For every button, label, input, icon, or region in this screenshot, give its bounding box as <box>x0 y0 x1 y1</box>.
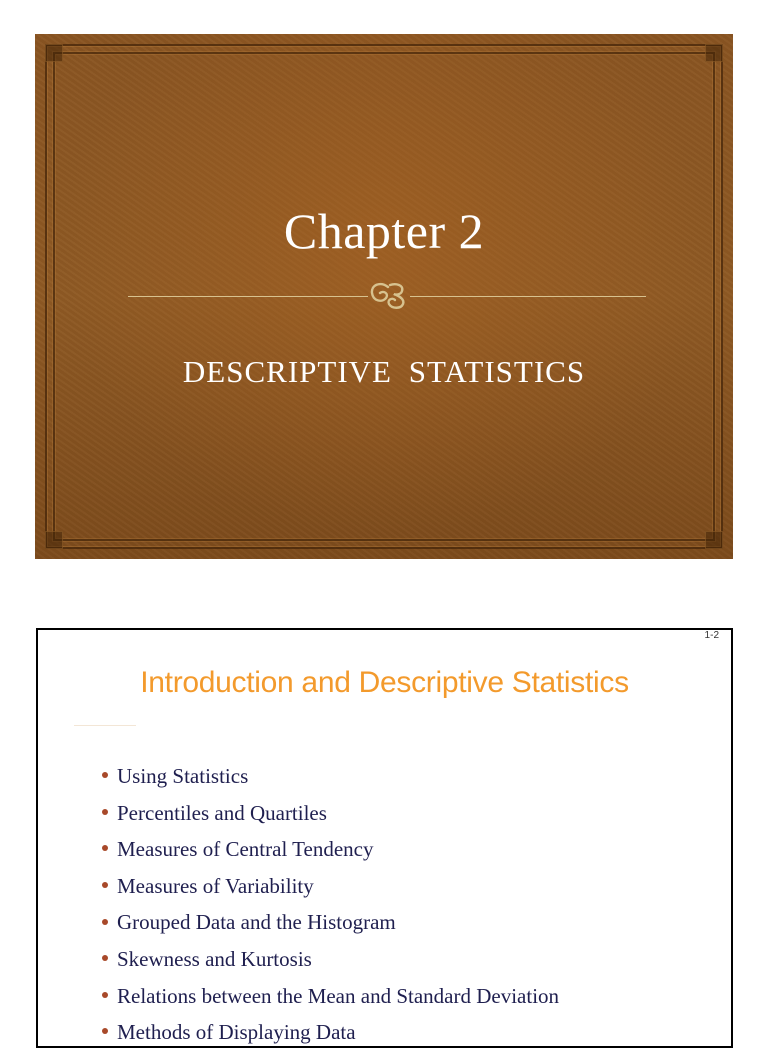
bullet-icon <box>102 882 108 888</box>
topic-list <box>102 766 559 1059</box>
bullet-icon <box>102 919 108 925</box>
list-item <box>102 766 559 803</box>
topic-label: Percentiles and Quartiles <box>117 800 327 825</box>
topic-label: Measures of Variability <box>117 873 314 898</box>
topic-label: Skewness and Kurtosis <box>117 946 312 971</box>
list-item <box>102 983 560 1023</box>
frame-corner-top-right <box>705 44 723 62</box>
contents-title: Introduction and Descriptive Statistics <box>140 666 629 699</box>
frame-corner-bottom-left <box>45 531 63 549</box>
slide-heading: Chapter 2 <box>283 203 485 259</box>
bullet-icon <box>102 992 108 998</box>
bullet-icon <box>102 955 108 961</box>
slide-number: 1-2 <box>704 630 719 641</box>
bullet-icon <box>102 809 108 815</box>
list-item <box>102 912 559 949</box>
title-underline <box>74 725 136 726</box>
divider-rule-left <box>128 296 368 297</box>
list-item <box>102 873 559 913</box>
bullet-icon <box>102 1028 108 1034</box>
topic-label: Measures of Central Tendency <box>117 837 374 862</box>
frame-corner-top-left <box>45 44 63 62</box>
list-item <box>102 800 559 840</box>
bullet-icon <box>102 772 108 778</box>
topic-label: Using Statistics <box>117 764 249 788</box>
topic-label: Grouped Data and the Histogram <box>117 910 396 935</box>
bullet-icon <box>102 845 108 851</box>
scroll-ornament-icon <box>368 279 410 311</box>
contents-slide <box>36 628 733 1048</box>
list-item <box>102 839 559 876</box>
frame-corner-bottom-right <box>705 531 723 549</box>
topic-label: Relations between the Mean and Standard Deviation <box>117 983 560 1008</box>
list-item <box>102 946 559 986</box>
list-item <box>102 1022 559 1059</box>
slide-subtitle: DESCRIPTIVE STATISTICS <box>182 354 586 389</box>
divider-rule-right <box>410 296 646 297</box>
title-slide <box>35 34 733 559</box>
topic-label: Methods of Displaying Data <box>117 1020 356 1045</box>
